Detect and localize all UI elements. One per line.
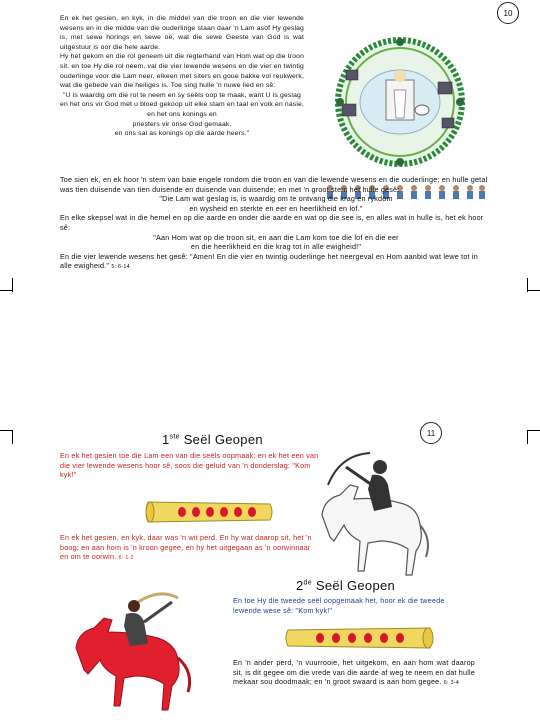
quote-line: en die heerlikheid en die krag tot in alle ewigheid!" <box>190 242 362 252</box>
heading-number: 1 <box>162 432 170 447</box>
praise-text-block <box>60 175 492 273</box>
seal-2-heading <box>296 578 395 593</box>
sealed-scroll-illustration <box>144 496 274 528</box>
crop-mark <box>528 290 540 291</box>
crop-mark <box>0 290 12 291</box>
seal-2-body-text: En 'n ander perd, 'n vuurrooie, het uitgekom, en aan hom wat daarop sit, is dit gegee om die vrede van die aarde af weg te neem en dat hulle mekaar sou doodmaak; en 'n groot swaard is aan hom gegee. <box>233 658 475 687</box>
seal-1-heading <box>162 432 263 447</box>
paragraph: Hy het gekom en die rol geneem uit die regterhand van Hom wat op die troon sit. en toe Hy die rol neem, val die vier lewende wesens en die vier en twintig ouderlinge voor die Lam neer, elkeen met siters en goue bakke vol reukwerk, wat die gebede van die heiliges is. Toe sing hulle 'n nuwe lied en sê: <box>60 53 304 90</box>
crop-mark <box>527 278 528 292</box>
page-number: 11 <box>420 422 442 444</box>
page-number: 10 <box>497 2 519 24</box>
crop-mark <box>12 278 13 292</box>
throne-wreath-illustration <box>320 30 480 180</box>
song-line: priesters vir onse God gemaak, <box>132 120 232 128</box>
heading-text: Seël Geopen <box>183 432 263 447</box>
scripture-reference: 6: 3-4 <box>443 680 460 687</box>
song-line: en ons sal as konings op die aarde heers." <box>114 130 250 138</box>
song-line: "U is waardig om die rol te neem en sy seëls oop te maak, want U is geslag en het ons vir God met u bloed gekoop uit elke stam en taal en volk en nasie, en het ons konings en <box>60 91 304 118</box>
crop-mark <box>527 430 528 444</box>
paragraph: En elke skepsel wat in die hemel en op die aarde en onder die aarde en wat op die see is, en alles wat in hulle is, het ek hoor sê: <box>60 213 484 232</box>
quote-line: en wysheid en sterkte en eer en heerlikheid en lof." <box>189 203 363 213</box>
sealed-scroll-illustration <box>284 622 434 654</box>
quote-line: "Aan Hom wat op die troon sit, en aan die Lam kom toe die lof en die eer <box>153 232 399 242</box>
heading-number: 2 <box>296 578 304 593</box>
revelation-text-column <box>60 14 304 139</box>
crop-mark <box>12 430 13 444</box>
heading-ordinal: de <box>303 579 312 587</box>
seal-1-intro: En ek het gesien toe die Lam een van die seëls oopmaak; en ek het een van die vier lewende wesens hoor sê, soos die geluid van 'n donderslag: "Kom kyk!" <box>60 451 319 480</box>
seal-1-body-text: En ek het gesien, en kyk, daar was 'n wit perd. En hy wat daarop sit, het 'n boog; en aan hom is 'n kroon gegee, en hy het uitgegaan as 'n oorwinnaar en om te oorwin. <box>60 533 312 562</box>
red-horse-rider-illustration <box>60 588 210 713</box>
paragraph: En ek het gesien, en kyk, in die middel van die troon en die vier lewende wesens en in die midde van die ouderlinge staan daar 'n Lam asof Hy geslag is, met sewe horings en sewe oë, wat die sewe Geeste van God is wat uitgestuur is oor die hele aarde. <box>60 15 304 51</box>
crop-mark <box>0 430 12 431</box>
crop-mark <box>528 430 540 431</box>
white-horse-rider-illustration <box>300 445 440 580</box>
heading-ordinal: ste <box>169 433 180 441</box>
seal-2-intro: En toe Hy die tweede seël oopgemaak het, hoor ek die tweede lewende wese sê: "Kom kyk!" <box>233 596 445 615</box>
seal-2-body <box>233 658 475 689</box>
seal-1-body <box>60 533 315 564</box>
quote-line: "Die Lam wat geslag is, is waardig om te ontvang die krag en rykdom <box>159 194 393 204</box>
paragraph: Toe sien ek, en ek hoor 'n stem van baie engele rondom die troon en van die lewende wesens en die ouderlinge; en hulle getal was tien duisende van tien duisende en duisende van duisende; en met 'n groot stem het hulle gesê: <box>60 175 488 194</box>
scripture-reference: 5: 6-14 <box>111 264 130 271</box>
heading-text: Seël Geopen <box>315 578 396 593</box>
paragraph <box>60 252 492 273</box>
scripture-reference: 6: 1-2 <box>118 555 134 562</box>
paragraph-text: En die vier lewende wesens het gesê: "Amen! En die vier en twintig ouderlinge het neergeval en Hom aanbid wat lewe tot in alle ewigheid." <box>60 251 478 271</box>
